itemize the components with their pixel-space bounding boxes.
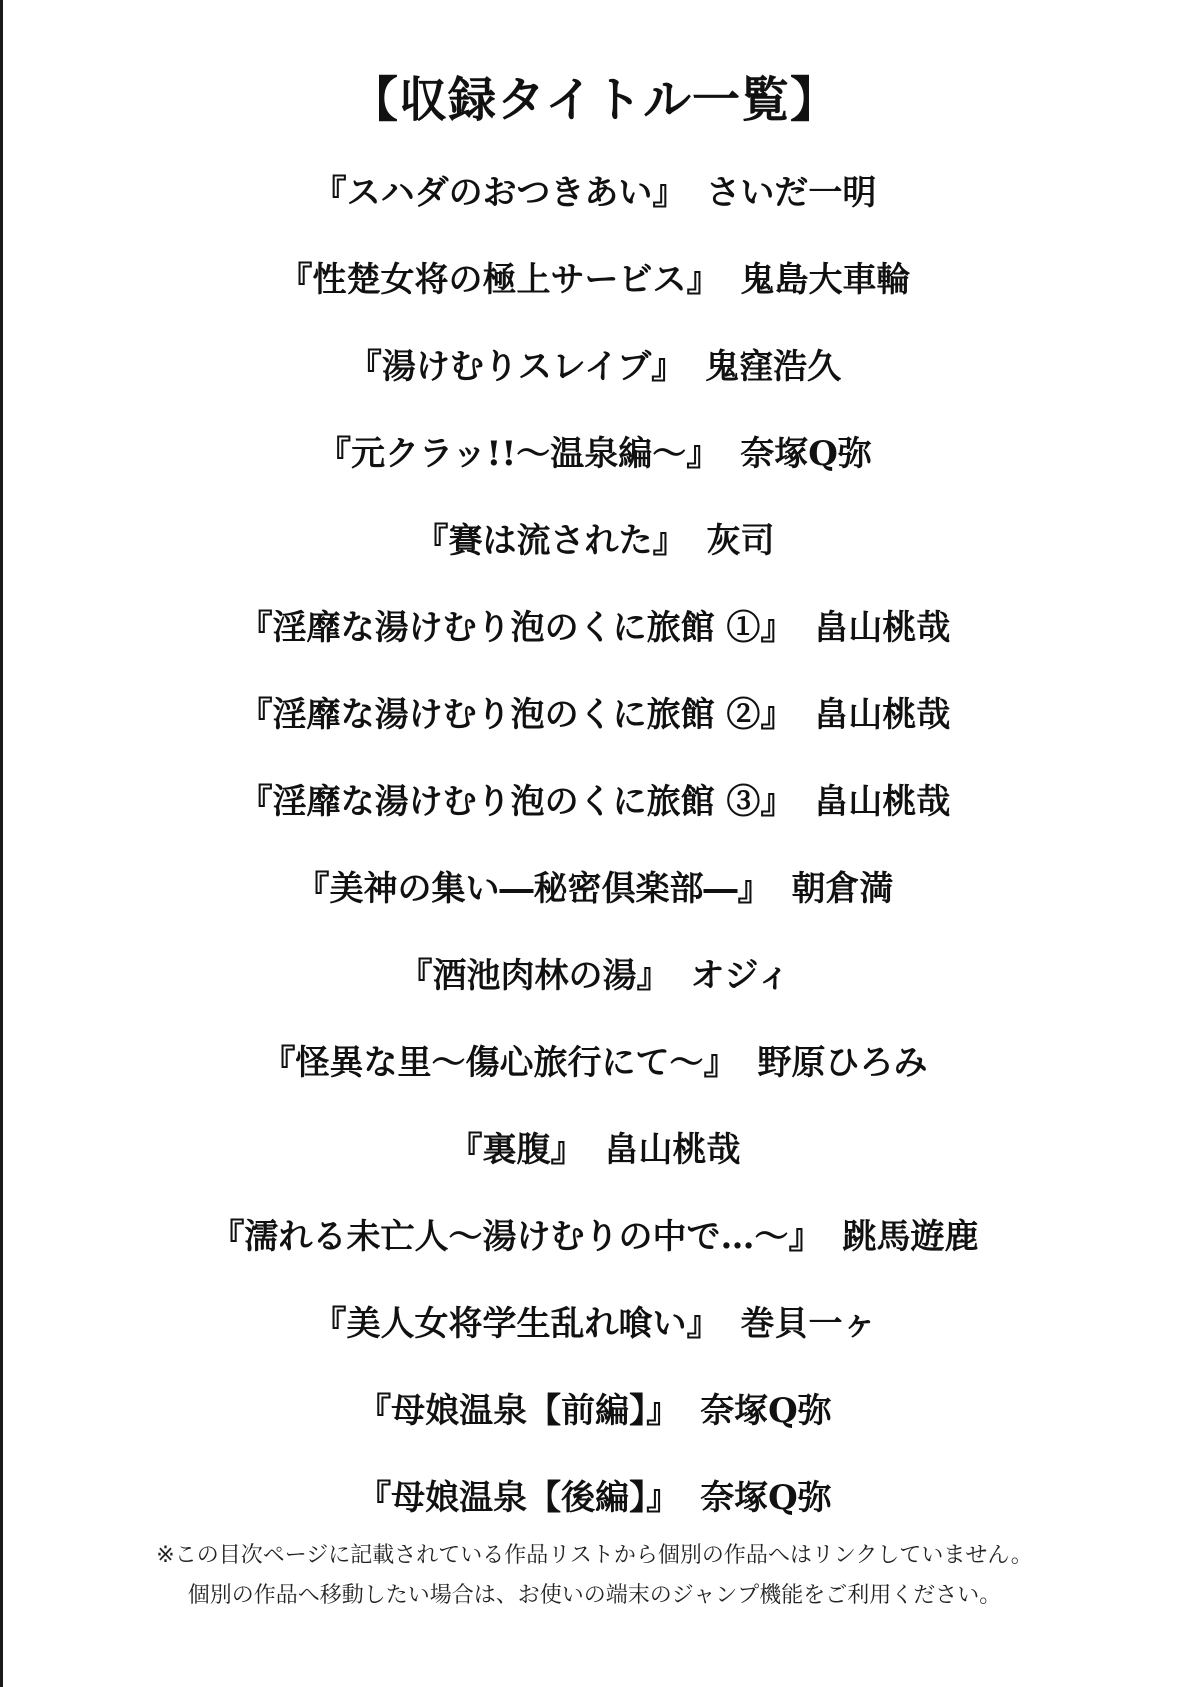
work-title: 『湯けむりスレイブ』 [347, 347, 686, 387]
notice-line-1: ※この目次ページに記載されている作品リストから個別の作品へはリンクしていません。 [156, 1543, 1033, 1568]
author-name: 奈塚Q弥 [740, 434, 872, 474]
toc-list [0, 166, 1189, 1558]
author-name: 畠山桃哉 [604, 1130, 741, 1170]
author-name: 鬼島大車輪 [740, 260, 911, 300]
author-name: 鬼窪浩久 [705, 347, 842, 387]
work-title: 『淫靡な湯けむり泡のくに旅館 ②』 [238, 695, 795, 735]
notice-line-2: 個別の作品へ移動したい場合は、お使いの端末のジャンプ機能をご利用ください。 [187, 1583, 1002, 1608]
work-title: 『淫靡な湯けむり泡のくに旅館 ①』 [238, 608, 795, 648]
toc-entry [0, 775, 1189, 862]
toc-entry [0, 340, 1189, 427]
author-name: 畠山桃哉 [814, 695, 951, 735]
author-name: 灰司 [706, 521, 775, 561]
work-title: 『裏腹』 [448, 1130, 585, 1170]
work-title: 『美神の集い―秘密倶楽部―』 [295, 869, 772, 909]
author-name: オジィ [690, 956, 791, 996]
toc-entry [0, 166, 1189, 253]
toc-entry [0, 688, 1189, 775]
author-name: 奈塚Q弥 [700, 1391, 832, 1431]
author-name: 朝倉満 [791, 869, 894, 909]
toc-entry [0, 862, 1189, 949]
author-name: さいだ一明 [706, 173, 877, 213]
author-name: 畠山桃哉 [814, 782, 951, 822]
toc-entry [0, 601, 1189, 688]
work-title: 『怪異な里～傷心旅行にて～』 [261, 1043, 738, 1083]
toc-entry [0, 427, 1189, 514]
link-notice [0, 1536, 1189, 1616]
work-title: 『元クラッ!!～温泉編～』 [317, 434, 721, 474]
toc-entry [0, 253, 1189, 340]
author-name: 跳馬遊鹿 [842, 1217, 979, 1257]
toc-entry [0, 1123, 1189, 1210]
work-title: 『淫靡な湯けむり泡のくに旅館 ③』 [238, 782, 795, 822]
author-name: 奈塚Q弥 [700, 1478, 832, 1518]
author-name: 巻貝一ヶ [740, 1304, 877, 1344]
work-title: 『濡れる未亡人～湯けむりの中で…～』 [210, 1217, 823, 1257]
work-title: 『性楚女将の極上サービス』 [278, 260, 721, 300]
page-title: 【収録タイトル一覧】 [349, 72, 840, 128]
toc-entry [0, 514, 1189, 601]
work-title: 『美人女将学生乱れ喰い』 [312, 1304, 721, 1344]
toc-entry [0, 1384, 1189, 1471]
toc-entry [0, 949, 1189, 1036]
author-name: 畠山桃哉 [814, 608, 951, 648]
toc-entry [0, 1210, 1189, 1297]
work-title: 『酒池肉林の湯』 [398, 956, 671, 996]
work-title: 『賽は流された』 [414, 521, 687, 561]
toc-entry [0, 1036, 1189, 1123]
work-title: 『母娘温泉【前編】』 [357, 1391, 681, 1431]
author-name: 野原ひろみ [757, 1043, 928, 1083]
work-title: 『母娘温泉【後編】』 [357, 1478, 681, 1518]
toc-entry [0, 1297, 1189, 1384]
work-title: 『スハダのおつきあい』 [312, 173, 687, 213]
